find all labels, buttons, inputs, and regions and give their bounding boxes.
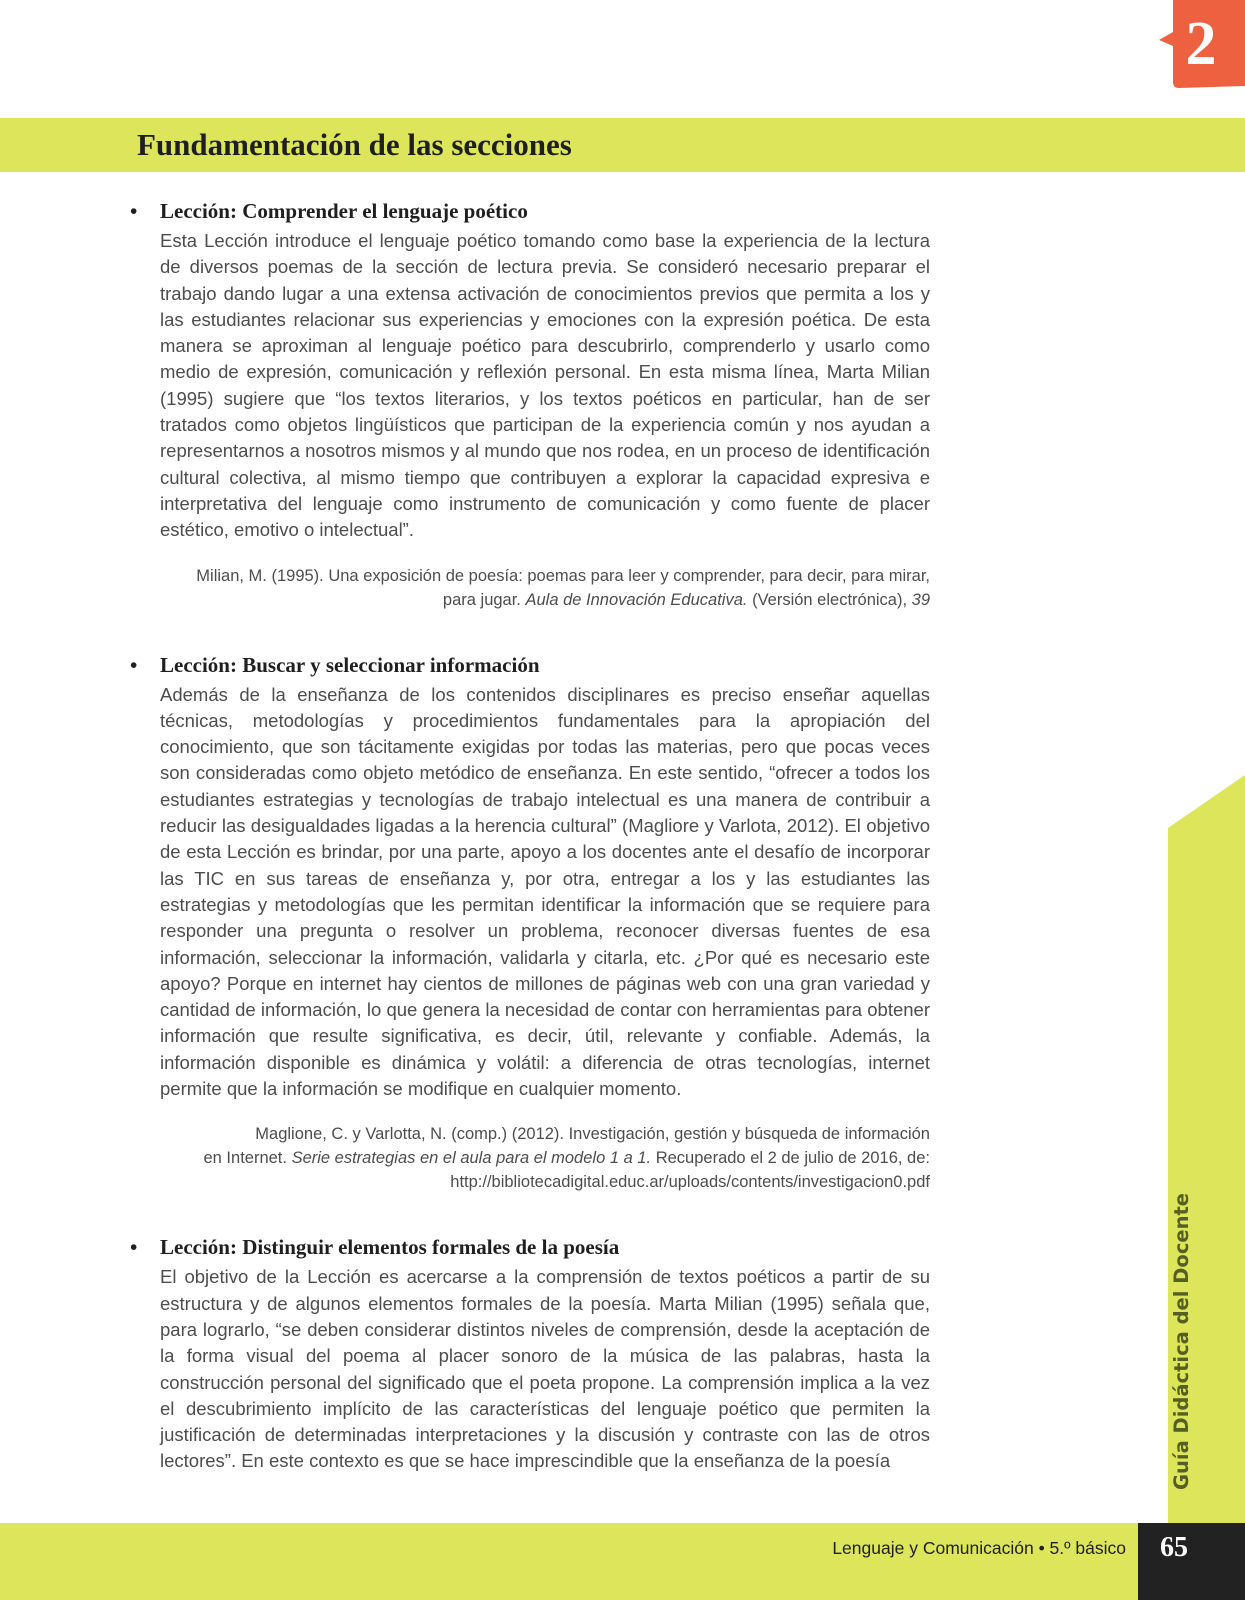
citation-text: para jugar. bbox=[442, 590, 526, 609]
lesson-heading bbox=[130, 1230, 930, 1264]
footer-subject: Lenguaje y Comunicación • 5.º básico bbox=[832, 1538, 1126, 1558]
lesson-heading bbox=[130, 648, 930, 682]
lesson-body: El objetivo de la Lección es acercarse a la comprensión de textos poéticos a partir de su estructura y de algunos elementos formales de la poesía. Marta Milian (1995) señala que, para lograrlo, “se deben considerar distintos niveles de comprensión, desde la aceptación de la forma visual del poema al placer sonoro de la música de las palabras, hasta la construcción personal del significado que el poeta propone. La comprensión implica a la vez el descubrimiento implícito de las características del lenguaje poético que permiten la justificación de determinadas interpretaciones y la discusión y contraste con las de otros lectores”. En este contexto es que se hace imprescindible que la enseñanza de la poesía bbox=[160, 1266, 930, 1472]
citation-source: Serie estrategias en el aula para el modelo 1 a 1. bbox=[291, 1149, 652, 1168]
citation-issue: 39 bbox=[911, 590, 930, 609]
citation bbox=[160, 564, 930, 612]
lesson-3 bbox=[130, 1230, 930, 1474]
bullet-icon: • bbox=[130, 199, 138, 223]
citation-source: Aula de Innovación Educativa. bbox=[525, 590, 748, 609]
citation bbox=[160, 1122, 930, 1194]
citation-line: Maglione, C. y Varlotta, N. (comp.) (2012). Investigación, gestión y búsqueda de información bbox=[255, 1125, 930, 1144]
lesson-1 bbox=[130, 194, 930, 612]
lesson-body: Esta Lección introduce el lenguaje poético tomando como base la experiencia de la lectura de diversos poemas de la sección de lectura previa. Se consideró necesario preparar el trabajo dando lugar a una extensa activación de conocimientos previos que permita a los y las estudiantes relacionar sus experiencias y emociones con la expresión poética. De esta manera se aproximan al lenguaje poético para descubrirlo, comprenderlo y usarlo como medio de expresión, comunicación y reflexión personal. En esta misma línea, Marta Milian (1995) sugiere que “los textos literarios, y los textos poéticos en particular, han de ser tratados como objetos lingüísticos que participan de la experiencia común y nos ayudan a representarnos a nosotros mismos y al mundo que nos rodea, en un proceso de identificación cultural colectiva, al mismo tiempo que contribuyen a explorar la capacidad expresiva e interpretativa del lenguaje como instrumento de comunicación y como fuente de placer estético, emotivo o intelectual”. bbox=[160, 230, 930, 541]
lesson-body: Además de la enseñanza de los contenidos disciplinares es preciso enseñar aquellas técnicas, metodologías y procedimientos fundamentales para la apropiación del conocimiento, que son tácitamente exigidas por todas las materias, pero que pocas veces son consideradas como objeto metódico de enseñanza. En este sentido, “ofrecer a todos los estudiantes estrategias y tecnologías de trabajo intelectual es una manera de contribuir a reducir las desigualdades ligadas a la herencia cultural” (Magliore y Varlota, 2012). El objetivo de esta Lección es brindar, por una parte, apoyo a los docentes ante el desafío de incorporar las TIC en sus tareas de enseñanza y, por otra, entregar a los y las estudiantes las estrategias y metodologías que les permitan identificar la información que se requiere para responder una pregunta o resolver un problema, reconocer diversas fuentes de esa información, seleccionar la información, validarla y citarla, etc. ¿Por qué es necesario este apoyo? Porque en internet hay cientos de millones de páginas web con una gran variedad y cantidad de información, lo que genera la necesidad de contar con herramientas para obtener información que resulte significativa, es decir, útil, relevante y confiable. Además, la información disponible es dinámica y volátil: a diferencia de otras tecnologías, internet permite que la información se modifique en cualquier momento. bbox=[160, 683, 930, 1100]
bullet-icon: • bbox=[130, 652, 138, 677]
page-number: 65 bbox=[1160, 1532, 1188, 1563]
citation-url: http://bibliotecadigital.educ.ar/uploads/contents/investigacion0.pdf bbox=[450, 1173, 930, 1192]
bullet-icon: • bbox=[130, 1235, 138, 1260]
citation-text: Recuperado el 2 de julio de 2016, de: bbox=[651, 1149, 930, 1168]
citation-text: (Versión electrónica), bbox=[747, 590, 912, 609]
main-content bbox=[130, 194, 930, 1475]
section-title: Fundamentación de las secciones bbox=[137, 127, 572, 162]
lesson-heading-text: Lección: Comprender el lenguaje poético bbox=[160, 199, 528, 223]
side-label: Guía Didáctica del Docente bbox=[1170, 1192, 1193, 1490]
citation-line: Milian, M. (1995). Una exposición de poesía: poemas para leer y comprender, para decir, para mirar, bbox=[196, 566, 930, 585]
lesson-2 bbox=[130, 648, 930, 1195]
lesson-heading-text: Lección: Buscar y seleccionar información bbox=[160, 652, 540, 677]
citation-text: en Internet. bbox=[203, 1149, 292, 1168]
chapter-number: 2 bbox=[1185, 10, 1217, 78]
lesson-heading-text: Lección: Distinguir elementos formales de la poesía bbox=[160, 1235, 620, 1260]
lesson-heading bbox=[130, 194, 930, 228]
